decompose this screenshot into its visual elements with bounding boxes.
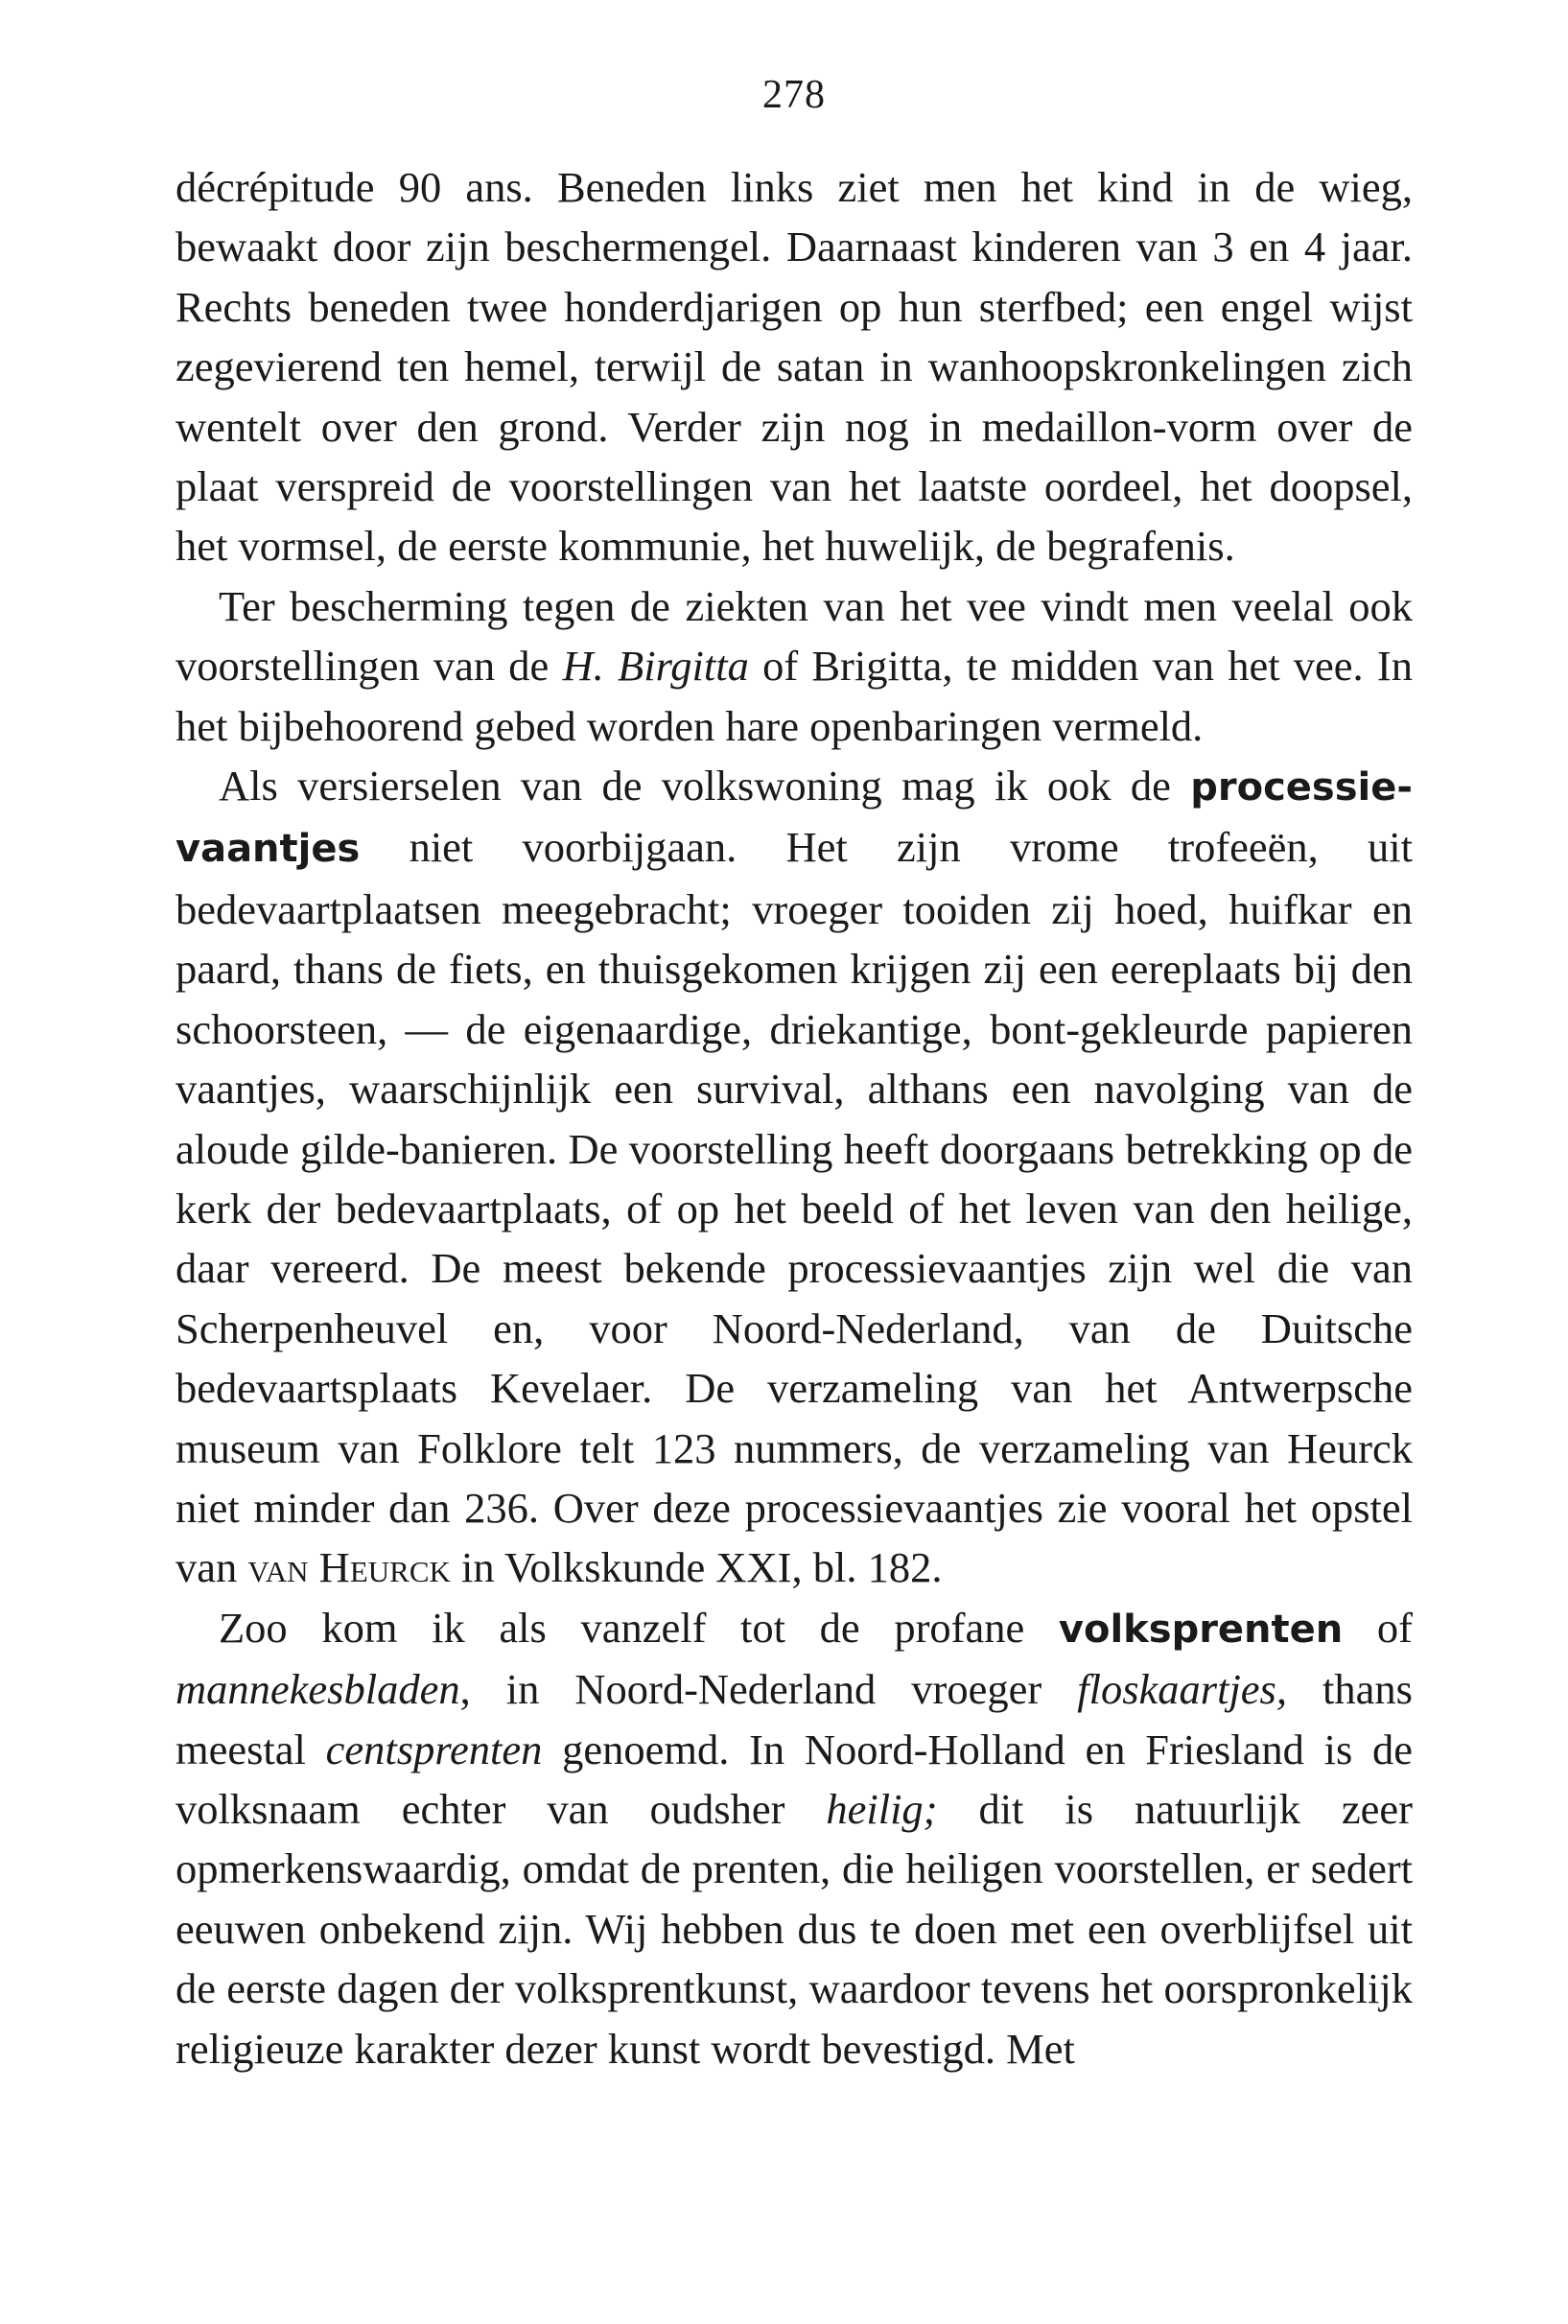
paragraph-4-mid1: , in Noord-Nederland vroeger xyxy=(459,1665,1078,1714)
alt-name-centsprenten: centsprenten xyxy=(325,1725,543,1773)
paragraph-2-after: of Brigitta, te midden van het vee. In het bijbehoorend gebed worden hare openbaringen vermeld. xyxy=(176,642,1413,750)
paragraph-1-text: décrépitude 90 ans. Beneden links ziet men het kind in de wieg, bewaakt door zijn beschermengel. Daarnaast kinderen van 3 en 4 jaar. Rechts beneden twee honderdjarigen op hun sterfbed; een engel wijst zegevierend ten hemel, terwijl de satan in wanhoopskronkelingen zich wentelt over den grond. Verder zijn nog in medaillon-vorm over de plaat verspreid de voorstellingen van het laatste oordeel, het doopsel, het vormsel, de eerste kommunie, het huwelijk, de begrafenis. xyxy=(176,163,1413,571)
page-number: 278 xyxy=(762,73,826,117)
paragraph-4 xyxy=(176,1598,1413,2078)
alt-name-mannekesbladen: mannekesbladen xyxy=(176,1665,460,1714)
paragraph-2 xyxy=(176,576,1413,756)
paragraph-3-before: Als versierselen van de volkswoning mag ik ook de xyxy=(219,762,1191,810)
paragraph-4-mid3: genoemd. In Noord-Holland en Friesland is de volksnaam echter van oudsher xyxy=(176,1725,1413,1833)
paragraph-4-after: dit is natuurlijk zeer opmerkenswaardig, omdat de prenten, die heiligen voorstellen, er sedert eeuwen onbekend zijn. Wij hebben dus te doen met een overblijfsel uit de eerste dagen der volksprentkunst, waardoor tevens het oorspronkelijk religieuze karakter dezer kunst wordt bevestigd. Met xyxy=(176,1784,1413,2073)
paragraph-3-mid: niet voorbijgaan. Het zijn vrome trofeeën, uit bedevaartplaatsen meegebracht; vroeger tooiden zij hoed, huifkar en paard, thans de fiets, en thuisgekomen krijgen zij een eereplaats bij den schoorsteen, — de eigenaardige, driekantige, bont-gekleurde papieren vaantjes, waarschijnlijk een survival, althans een navolging van de aloude gilde-banieren. De voorstelling heeft doorgaans betrekking op de kerk der bedevaartplaats, of op het beeld of het leven van den heilige, daar vereerd. De meest bekende processievaantjes zijn wel die van Scherpenheuvel en, voor Noord-Nederland, van de Duitsche bedevaartsplaats Kevelaer. De verzameling van het Antwerpsche museum van Folklore telt 123 nummers, de verzameling van Heurck niet minder dan 236. Over deze processievaantjes zie vooral het opstel van xyxy=(176,823,1413,1592)
book-page xyxy=(176,67,1413,2078)
author-name: van Heurck xyxy=(247,1543,451,1592)
paragraph-4-mid2: thans meestal xyxy=(176,1665,1413,1773)
paragraph-3 xyxy=(176,756,1413,1598)
paragraph-4-of: of xyxy=(1343,1603,1413,1652)
paragraph-3-after: in Volkskunde XXI, bl. 182. xyxy=(450,1543,943,1592)
alt-name-heilig: heilig; xyxy=(826,1784,938,1833)
paragraph-1 xyxy=(176,157,1413,576)
term-processievaantjes: processie-vaantjes xyxy=(176,765,1413,872)
paragraph-4-before: Zoo kom ik als vanzelf tot de profane xyxy=(219,1603,1059,1652)
paragraph-2-before: Ter bescherming tegen de ziekten van het vee vindt men veelal ook voorstellingen van de xyxy=(176,581,1413,691)
alt-name-floskaartjes: floskaartjes, xyxy=(1077,1665,1288,1714)
term-volksprenten: volksprenten xyxy=(1058,1607,1344,1652)
saint-name: H. Birgitta xyxy=(562,642,749,691)
